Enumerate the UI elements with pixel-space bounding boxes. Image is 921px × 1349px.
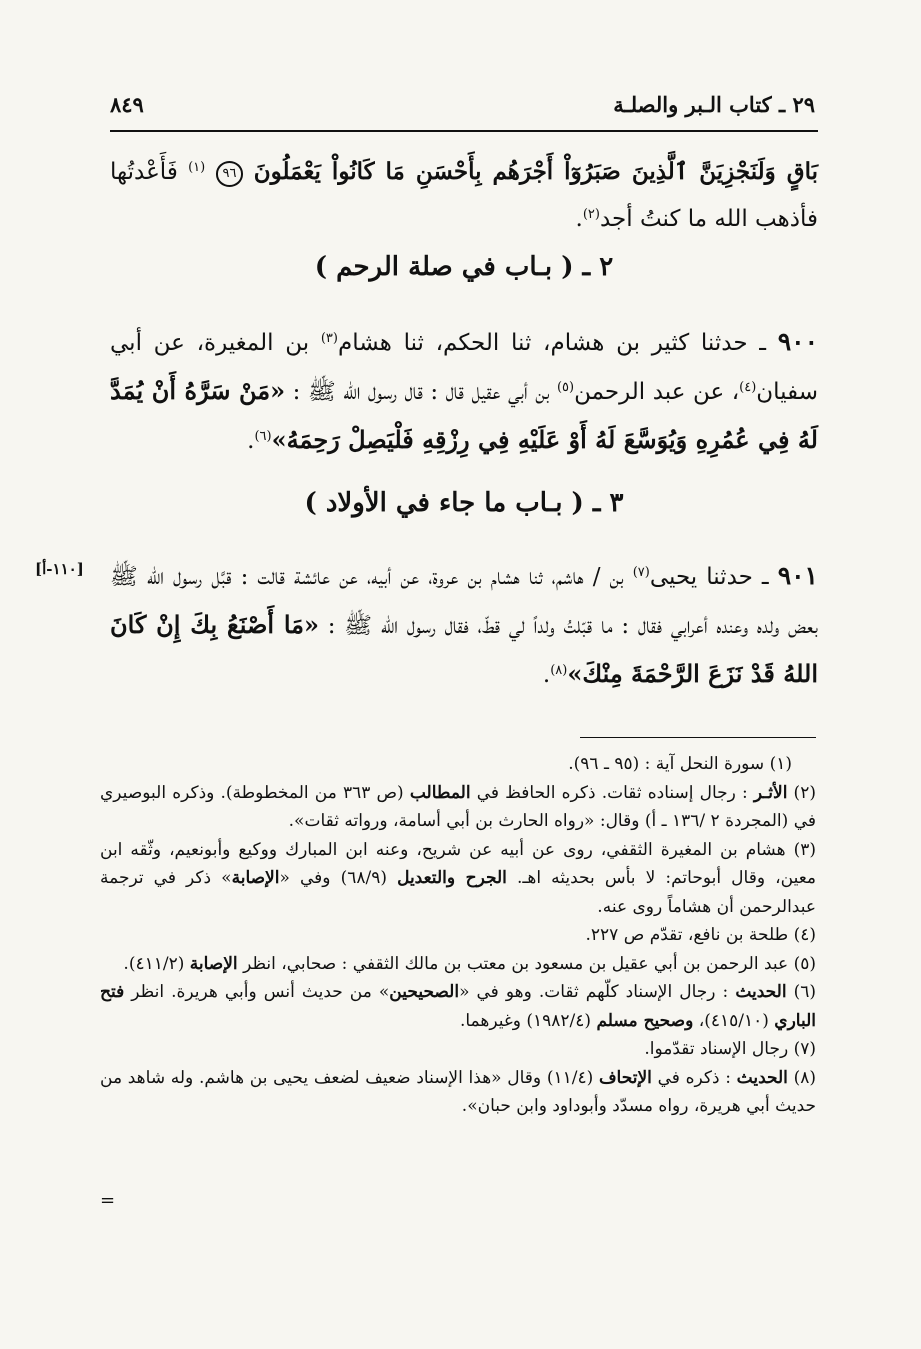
isnad-text: بن المغيرة، عن أبي سفيان bbox=[110, 330, 819, 405]
footnote-text: : رجال إسناده ثقات. ذكره الحافظ في bbox=[470, 782, 754, 803]
footnote-source: فتح الباري bbox=[100, 982, 816, 1031]
footnote-text: (٣) هشام بن المغيرة الثقفي، روى عن أبيه عن شريح، وعنه ابن المبارك ووكيع وأبونعيم، وثّقه ابن معين، وقال أبوحاتم: لا بأس بحديثه اهـ. bbox=[100, 839, 817, 888]
footnote-text: (٦٨/٩) وفي « bbox=[279, 868, 398, 888]
quran-verse: بَاقٍ وَلَنَجْزِيَنَّ ٱلَّذِينَ صَبَرُوٓاْ أَجْرَهُم بِأَحْسَنِ مَا كَانُواْ يَعْمَلُونَ bbox=[253, 158, 818, 185]
chapter-title: ٢٩ ـ كتاب الـبر والصلـة bbox=[613, 92, 815, 117]
footnote-divider bbox=[580, 737, 816, 738]
footnote-ref: (٥) bbox=[556, 380, 575, 395]
header-divider bbox=[110, 130, 818, 132]
isnad-text: بن أبي عقيل قال : قال رسول الله ﷺ : bbox=[285, 379, 557, 405]
hadith-matn: «مَا أَصْنَعُ بِكَ إِنْ كَانَ اللهُ قَدْ نَزَعَ الرَّحْمَةَ مِنْكَ» bbox=[110, 610, 818, 688]
passage-text: فَأَعْدتُها فأذهب الله ما كنتُ أجد bbox=[110, 159, 818, 232]
continuation-mark: = bbox=[100, 1190, 116, 1211]
section-heading: ٢ ـ ( بـاب في صلة الرحم ) bbox=[314, 252, 614, 282]
footnote-ref: (٤) bbox=[739, 380, 757, 395]
footnote-text: (ص ٣٦٣ من المخطوطة). وذكره البوصيري في (المجردة ٢ /١٣٦ ـ أ) وقال: «رواه الحارث بن أبي أسامة، ورواته ثقات». bbox=[100, 782, 816, 831]
page-number: ٨٤٩ bbox=[110, 92, 144, 117]
footnote-source: الإصابة bbox=[189, 953, 238, 974]
hadith-number: ٩٠٠ bbox=[777, 327, 819, 356]
footnote-text: : رجال الإسناد كلّهم ثقات. وهو في « bbox=[459, 982, 736, 1002]
footnote-2 bbox=[100, 779, 816, 836]
footnote-4: (٤) طلحة بن نافع، تقدّم ص ٢٢٧. bbox=[585, 925, 816, 945]
footnote-8 bbox=[100, 1064, 816, 1121]
footnote-term: الحديث bbox=[736, 1067, 788, 1088]
footnote-text: (١٩٨٢/٤) وغيرهما. bbox=[459, 1010, 597, 1031]
footnote-source: الإصابة bbox=[231, 868, 280, 888]
punctuation: . bbox=[542, 662, 551, 688]
running-header bbox=[110, 92, 815, 124]
footnote-7: (٧) رجال الإسناد تقدّموا. bbox=[644, 1039, 816, 1059]
footnote-source: الجرح والتعديل bbox=[397, 868, 507, 888]
hadith-number: ٩٠١ bbox=[777, 561, 818, 590]
isnad-text: ، عن عبد الرحمن bbox=[574, 379, 740, 405]
footnote-ref: (٨) bbox=[550, 663, 568, 678]
footnote-3 bbox=[100, 836, 816, 922]
isnad-text: ـ حدثنا كثير بن هشام، ثنا الحكم، ثنا هشام bbox=[337, 330, 778, 356]
footnote-ref: (٦) bbox=[254, 429, 272, 444]
ayah-number-icon: ٩٦ bbox=[216, 161, 244, 187]
footnote-number: (٨) bbox=[787, 1067, 816, 1088]
footnote-text: : ذكره في bbox=[651, 1067, 737, 1088]
hadith-900 bbox=[110, 318, 818, 465]
punctuation: . bbox=[247, 428, 255, 454]
footnote-source: الإتحاف bbox=[598, 1067, 652, 1088]
top-passage bbox=[110, 148, 818, 243]
punctuation: . bbox=[575, 206, 583, 232]
hadith-matn: «مَنْ سَرَّهُ أَنْ يُمَدَّ لَهُ فِي عُمُرِهِ وَيُوَسَّعَ لَهُ أَوْ عَلَيْهِ فِي رِزْقِهِ فَلْيَصِلْ رَحِمَهُ» bbox=[110, 376, 818, 454]
footnote-text: (١١/٤) وقال «هذا الإسناد ضعيف لضعف يحيى بن هاشم. وله شاهد من حديث أبي هريرة، رواه مسدّد وأبوداود وابن حبان». bbox=[100, 1067, 816, 1116]
footnote-number: (٦) bbox=[786, 982, 816, 1002]
hadith-901 bbox=[110, 552, 818, 699]
footnote-5 bbox=[100, 950, 816, 979]
footnote-source: وصحيح مسلم bbox=[596, 1010, 694, 1031]
footnote-text: (٥) عبد الرحمن بن أبي عقيل بن مسعود بن معتب بن مالك الثقفي : صحابي، انظر bbox=[237, 953, 816, 974]
section-heading: ٣ ـ ( بـاب ما جاء في الأولاد ) bbox=[304, 488, 624, 518]
footnote-source: المطالب bbox=[409, 782, 471, 803]
footnote-1: (١) سورة النحل آية : (٩٥ ـ ٩٦). bbox=[568, 754, 792, 774]
footnote-ref: (١) bbox=[188, 160, 206, 175]
footnotes bbox=[100, 750, 816, 1121]
footnote-number: (٢) bbox=[787, 782, 816, 803]
footnote-6 bbox=[100, 978, 816, 1035]
footnote-term: الأثـر bbox=[753, 782, 788, 803]
footnote-text: » من حديث أنس وأبي هريرة. انظر bbox=[124, 982, 390, 1002]
footnote-source: الصحيحين bbox=[389, 982, 460, 1002]
footnote-text: » ذكر في ترجمة عبدالرحمن أن هشاماً روى عنه. bbox=[100, 868, 816, 917]
footnote-term: الحديث bbox=[735, 982, 787, 1002]
footnote-ref: (٢) bbox=[582, 207, 600, 222]
footnote-text: (٤١٥/١٠)، bbox=[693, 1010, 775, 1031]
isnad-text: بن / هاشم، ثنا هشام بن عروة، عن أبيه، عن عائشة قالت : قبَّل رسول الله ﷺ بعض ولده وعنده أعرابي فقال : ما قبّلتُ ولداً لي قطّ، فقال رسول الله ﷺ : bbox=[110, 564, 818, 639]
footnote-ref: (٣) bbox=[320, 331, 338, 346]
footnote-text: (٤١١/٢). bbox=[123, 953, 190, 974]
manuscript-folio-marker: [١١٠-أ] bbox=[35, 560, 84, 578]
isnad-text: ـ حدثنا يحيى bbox=[649, 564, 778, 590]
footnote-ref: (٧) bbox=[632, 565, 650, 580]
